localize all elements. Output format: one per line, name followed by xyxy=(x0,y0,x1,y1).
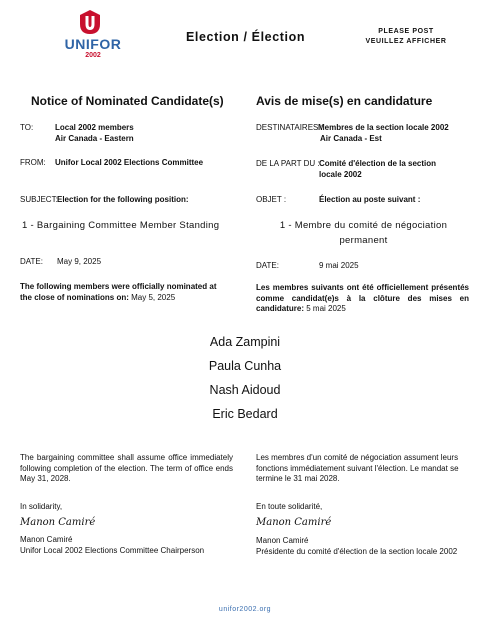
fr-signer-title: Présidente du comité d'élection de la section locale 2002 xyxy=(256,547,458,556)
logo-wordmark: UNIFOR xyxy=(64,36,122,52)
footer-url[interactable]: unifor2002.org xyxy=(218,606,272,613)
fr-from-value xyxy=(319,159,436,180)
en-to-line2: Air Canada - Eastern xyxy=(55,133,134,143)
fr-to-line2: Air Canada - Est xyxy=(320,133,382,143)
post-notice-en: PLEASE POST xyxy=(378,28,434,35)
fr-date-value: 9 mai 2025 xyxy=(319,261,359,270)
fr-signature: Manon Camiré xyxy=(256,517,332,528)
candidate-name: Nash Aidoud xyxy=(209,383,281,397)
en-subject-value: Election for the following position: xyxy=(57,195,189,204)
en-signer-name: Manon Camiré xyxy=(20,535,73,544)
en-subject-label: SUBJECT: xyxy=(20,195,58,204)
candidate-name: Paula Cunha xyxy=(208,359,282,373)
en-to-value xyxy=(55,123,134,144)
candidate-name: Eric Bedard xyxy=(212,407,278,421)
en-signer-title: Unifor Local 2002 Elections Committee Chairperson xyxy=(20,546,205,555)
page-title: Election / Élection xyxy=(186,30,306,44)
fr-from-line1: Comité d'élection de la section xyxy=(319,159,437,168)
en-closing xyxy=(20,282,220,303)
post-notice xyxy=(356,27,456,47)
en-section-title: Notice of Nominated Candidate(s) xyxy=(31,94,224,108)
fr-from-line2: locale 2002 xyxy=(319,169,362,179)
fr-subject-value: Élection au poste suivant : xyxy=(319,195,421,204)
fr-from-label: DE LA PART DU : xyxy=(256,159,320,168)
candidate-name: Ada Zampini xyxy=(209,335,281,349)
fr-to-label: DESTINATAIRES : xyxy=(256,123,323,132)
unifor-logo xyxy=(58,8,128,60)
en-body-text: The bargaining committee shall assume office immediately following completion of the election. The term of office ends May 31, 2028. xyxy=(20,453,233,483)
en-from-value: Unifor Local 2002 Elections Committee xyxy=(55,158,204,167)
en-to-line1: Local 2002 members xyxy=(55,123,134,132)
fr-section-title: Avis de mise(s) en candidature xyxy=(256,94,433,108)
unifor-u-icon xyxy=(80,10,100,34)
fr-subject-label: OBJET : xyxy=(256,195,287,204)
fr-signer-name: Manon Camiré xyxy=(256,536,309,545)
fr-body-text: Les membres d'un comité de négociation assument leurs fonctions immédiatement suivant l'élection. Le mandat se termine le 31 mai 2028. xyxy=(256,453,459,483)
en-position: 1 - Bargaining Committee Member Standing xyxy=(22,220,220,231)
en-closing-date: May 5, 2025 xyxy=(131,292,176,302)
fr-closing-date: 5 mai 2025 xyxy=(306,304,346,313)
en-closing-text: The following members were officially nominated at the close of nominations on: xyxy=(20,282,217,302)
post-notice-fr: VEUILLEZ AFFICHER xyxy=(365,38,447,45)
fr-closing-text: Les membres suivants ont été officiellement présentés comme candidat(e)s à la clôture des mises en candidature: xyxy=(256,283,469,313)
logo-year: 2002 xyxy=(85,52,101,59)
fr-date-label: DATE: xyxy=(256,261,279,270)
en-to-label: TO: xyxy=(20,123,34,132)
fr-salutation: En toute solidarité, xyxy=(256,502,323,511)
en-date-value: May 9, 2025 xyxy=(57,257,102,266)
en-from-label: FROM: xyxy=(20,158,46,167)
fr-closing xyxy=(256,283,469,315)
en-date-label: DATE: xyxy=(20,257,43,266)
fr-to-line1: Membres de la section locale 2002 xyxy=(318,123,449,132)
fr-to-value xyxy=(318,123,449,144)
fr-position-line1: 1 - Membre du comité de négociation xyxy=(279,220,448,231)
fr-position-line2: permanent xyxy=(339,235,388,246)
en-salutation: In solidarity, xyxy=(20,502,63,511)
fr-position xyxy=(256,218,471,248)
en-signature: Manon Camiré xyxy=(20,517,96,528)
